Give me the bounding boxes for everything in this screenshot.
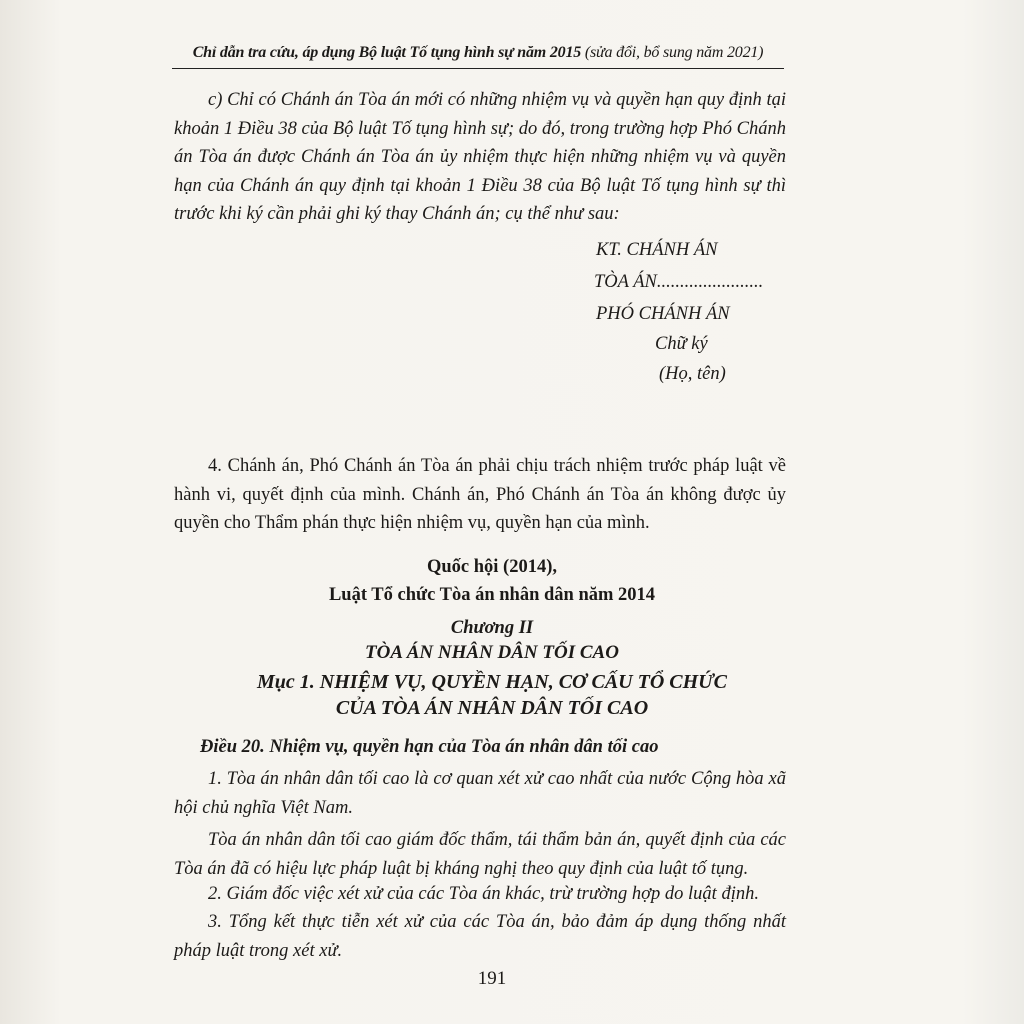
running-header (172, 44, 784, 62)
paragraph-4: 4. Chánh án, Phó Chánh án Tòa án phải chịu trách nhiệm trước pháp luật về hành vi, quyết định của mình. Chánh án, Phó Chánh án Tòa án không được ủy quyền cho Thẩm phán thực hiện nhiệm vụ, quyền hạn của mình. (174, 456, 786, 533)
signature-chu-ky: Chữ ký (655, 334, 708, 354)
signature-kt-chanh-an: KT. CHÁNH ÁN (596, 240, 718, 260)
article-item-2: 2. Giám đốc việc xét xử của các Tòa án khác, trừ trường hợp do luật định. (208, 884, 759, 904)
header-rule (172, 68, 784, 69)
source-line-1: Quốc hội (2014), (426, 557, 557, 577)
page-number: 191 (477, 968, 507, 989)
signature-pho-chanh-an: PHÓ CHÁNH ÁN (596, 304, 730, 324)
chapter-title: TÒA ÁN NHÂN DÂN TỐI CAO (365, 642, 619, 663)
source-line-2: Luật Tổ chức Tòa án nhân dân năm 2014 (328, 585, 656, 605)
header-title: Chỉ dẫn tra cứu, áp dụng Bộ luật Tố tụng hình sự năm 2015 (192, 44, 582, 61)
paragraph-c: c) Chỉ có Chánh án Tòa án mới có những nhiệm vụ và quyền hạn quy định tại khoản 1 Điều 38 của Bộ luật Tố tụng hình sự; do đó, trong trường hợp Phó Chánh án Tòa án được Chánh án Tòa án ủy nhiệm thực hiện những nhiệm vụ và quyền hạn của Chánh án quy định tại khoản 1 Điều 38 của Bộ luật Tố tụng hình sự thì trước khi ký cần phải ghi ký thay Chánh án; cụ thể như sau: (174, 90, 786, 224)
article-item-1: 1. Tòa án nhân dân tối cao là cơ quan xét xử cao nhất của nước Cộng hòa xã hội chủ nghĩa Việt Nam. (174, 769, 786, 818)
article-item-1b: Tòa án nhân dân tối cao giám đốc thẩm, tái thẩm bản án, quyết định của các Tòa án đã có hiệu lực pháp luật bị kháng nghị theo quy định của luật tố tụng. (174, 830, 786, 879)
section-title-line-1: Mục 1. NHIỆM VỤ, QUYỀN HẠN, CƠ CẤU TỔ CHỨC (257, 671, 727, 693)
chapter-label: Chương II (450, 618, 534, 638)
header-note: (sửa đổi, bổ sung năm 2021) (584, 44, 764, 61)
article-item-3: 3. Tổng kết thực tiễn xét xử của các Tòa án, bảo đảm áp dụng thống nhất pháp luật trong xét xử. (174, 912, 786, 961)
section-title-line-2: CỦA TÒA ÁN NHÂN DÂN TỐI CAO (335, 697, 649, 719)
signature-toa-an: TÒA ÁN....................... (594, 272, 764, 292)
article-title: Điều 20. Nhiệm vụ, quyền hạn của Tòa án nhân dân tối cao (200, 737, 659, 757)
signature-ho-ten: (Họ, tên) (659, 364, 726, 384)
